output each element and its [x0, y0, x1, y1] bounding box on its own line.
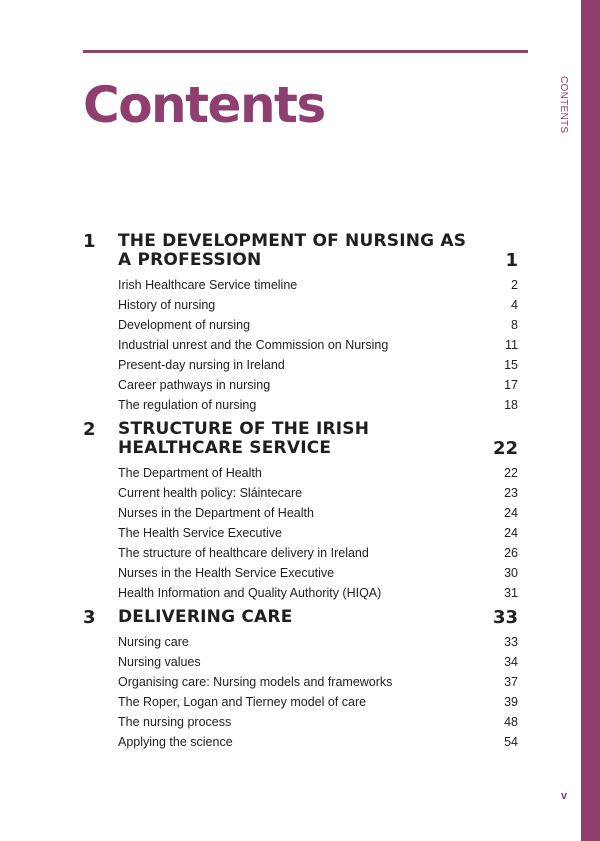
entry-page: 37: [504, 675, 518, 689]
entry-title: The Department of Health: [118, 466, 262, 480]
toc-entry[interactable]: [83, 483, 518, 503]
side-section-label: CONTENTS: [558, 76, 569, 134]
chapter-number: 1: [83, 231, 96, 252]
chapter-number: 3: [83, 607, 96, 628]
chapter-number: 2: [83, 419, 96, 440]
entry-page: 2: [511, 278, 518, 292]
entry-page: 8: [511, 318, 518, 332]
entry-page: 4: [511, 298, 518, 312]
entry-title: Organising care: Nursing models and frameworks: [118, 675, 393, 689]
chapter-heading[interactable]: [83, 608, 518, 627]
entry-page: 18: [504, 398, 518, 412]
entry-page: 15: [504, 358, 518, 372]
entry-title: Career pathways in nursing: [118, 378, 271, 392]
chapter-entries: [83, 275, 518, 415]
chapter-page: 33: [492, 607, 518, 628]
entry-title: The Health Service Executive: [118, 526, 282, 540]
entry-title: Industrial unrest and the Commission on Nursing: [118, 338, 389, 352]
entry-page: 17: [504, 378, 518, 392]
entry-page: 23: [504, 486, 518, 500]
page-title: Contents: [83, 76, 325, 134]
toc-entry[interactable]: [83, 375, 518, 395]
entry-title: Applying the science: [118, 735, 233, 749]
entry-page: 39: [504, 695, 518, 709]
entry-title: Current health policy: Sláintecare: [118, 486, 303, 500]
toc-entry[interactable]: [83, 335, 518, 355]
entry-page: 22: [504, 466, 518, 480]
chapter-1: [83, 232, 518, 415]
entry-page: 24: [504, 506, 518, 520]
entry-title: History of nursing: [118, 298, 216, 312]
toc-entry[interactable]: [83, 275, 518, 295]
chapter-entries: [83, 632, 518, 752]
entry-title: The Roper, Logan and Tierney model of care: [118, 695, 367, 709]
entry-title: Nursing values: [118, 655, 201, 669]
page-number: v: [561, 790, 568, 802]
entry-title: The regulation of nursing: [118, 398, 257, 412]
chapter-heading[interactable]: [83, 232, 518, 270]
entry-title: Health Information and Quality Authority (HIQA): [118, 586, 382, 600]
entry-title: Irish Healthcare Service timeline: [118, 278, 298, 292]
toc-entry[interactable]: [83, 632, 518, 652]
entry-title: The structure of healthcare delivery in Ireland: [118, 546, 369, 560]
entry-title: Nurses in the Department of Health: [118, 506, 314, 520]
entry-page: 33: [504, 635, 518, 649]
entry-page: 34: [504, 655, 518, 669]
entry-title: The nursing process: [118, 715, 232, 729]
entry-page: 26: [504, 546, 518, 560]
chapter-3: [83, 608, 518, 752]
toc-entry[interactable]: [83, 395, 518, 415]
entry-page: 30: [504, 566, 518, 580]
entry-title: Present-day nursing in Ireland: [118, 358, 285, 372]
chapter-page: 1: [505, 250, 518, 271]
toc-entry[interactable]: [83, 463, 518, 483]
toc-entry[interactable]: [83, 652, 518, 672]
toc-entry[interactable]: [83, 355, 518, 375]
entry-title: Nurses in the Health Service Executive: [118, 566, 335, 580]
entry-page: 54: [504, 735, 518, 749]
entry-page: 24: [504, 526, 518, 540]
toc-entry[interactable]: [83, 712, 518, 732]
chapter-2: [83, 420, 518, 603]
toc-entry[interactable]: [83, 295, 518, 315]
entry-title: Nursing care: [118, 635, 189, 649]
chapter-title: STRUCTURE OF THE IRISH HEALTHCARE SERVICE: [118, 419, 370, 458]
chapter-page: 22: [492, 438, 518, 459]
chapter-title: DELIVERING CARE: [118, 607, 293, 627]
toc-entry[interactable]: [83, 692, 518, 712]
chapter-entries: [83, 463, 518, 603]
entry-title: Development of nursing: [118, 318, 251, 332]
toc-entry[interactable]: [83, 315, 518, 335]
chapter-title: THE DEVELOPMENT OF NURSING AS A PROFESSION: [118, 231, 467, 270]
toc-entry[interactable]: [83, 503, 518, 523]
toc-entry[interactable]: [83, 583, 518, 603]
toc-entry[interactable]: [83, 543, 518, 563]
entry-page: 31: [504, 586, 518, 600]
chapter-heading[interactable]: [83, 420, 518, 458]
toc-entry[interactable]: [83, 732, 518, 752]
entry-page: 48: [504, 715, 518, 729]
toc-entry[interactable]: [83, 672, 518, 692]
entry-page: 11: [505, 338, 518, 352]
top-rule: [83, 50, 528, 53]
toc-entry[interactable]: [83, 563, 518, 583]
toc-entry[interactable]: [83, 523, 518, 543]
sidebar-bar: [581, 0, 600, 841]
